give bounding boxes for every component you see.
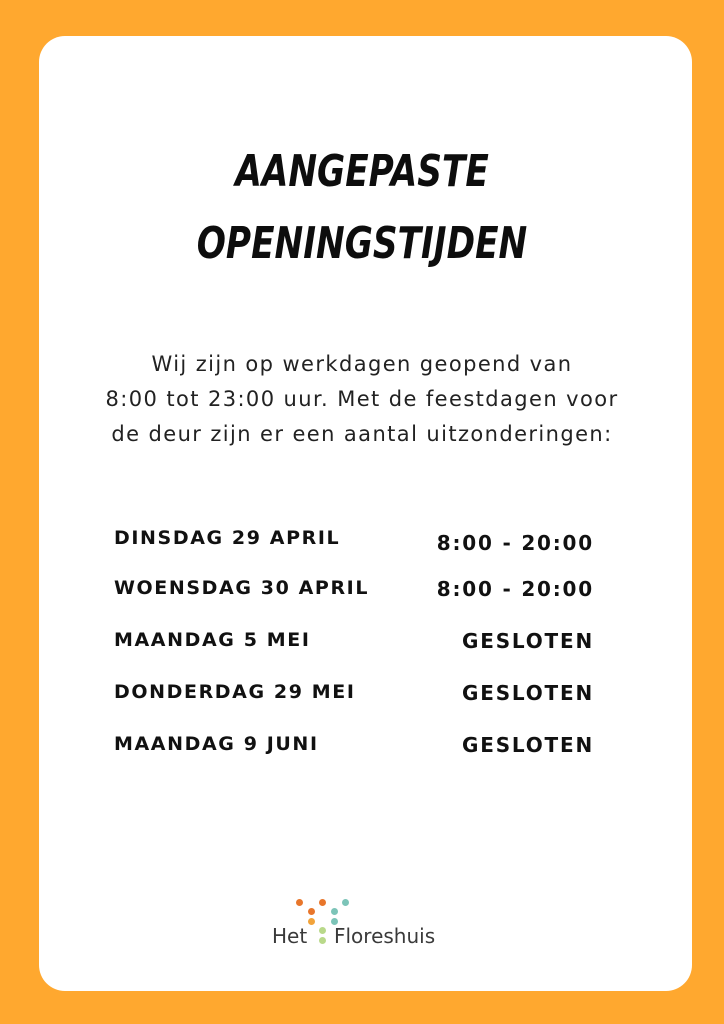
logo-word-het: Het: [272, 924, 308, 948]
title-line-1: AANGEPASTE: [235, 146, 489, 197]
floreshuis-logo: [272, 896, 462, 952]
logo-dot: [331, 908, 338, 915]
schedule-row: [114, 733, 594, 761]
schedule-row: [114, 629, 594, 657]
intro-line-1: Wij zijn op werkdagen geopend van: [151, 352, 573, 376]
logo-dot: [319, 937, 326, 944]
intro-line-3: de deur zijn er een aantal uitzonderingen:: [111, 422, 613, 446]
schedule-hours: GESLOTEN: [462, 733, 594, 757]
schedule-day: WOENSDAG 30 APRIL: [114, 577, 370, 599]
schedule-row: [114, 527, 594, 555]
logo-word-floreshuis: Floreshuis: [334, 924, 436, 948]
schedule-hours: GESLOTEN: [462, 629, 594, 653]
schedule-hours: GESLOTEN: [462, 681, 594, 705]
logo-dot: [308, 918, 315, 925]
schedule-row: [114, 577, 594, 605]
intro-line-2: 8:00 tot 23:00 uur. Met de feestdagen voor: [105, 387, 619, 411]
schedule-row: [114, 681, 594, 709]
logo-dot: [342, 899, 349, 906]
title-line-2: OPENINGSTIJDEN: [196, 218, 528, 269]
logo-dot: [296, 899, 303, 906]
schedule-day: MAANDAG 5 MEI: [114, 629, 311, 651]
schedule-day: MAANDAG 9 JUNI: [114, 733, 319, 755]
schedule-hours: 8:00 - 20:00: [436, 531, 594, 555]
logo-dot: [308, 908, 315, 915]
schedule-hours: 8:00 - 20:00: [436, 577, 594, 601]
schedule-day: DINSDAG 29 APRIL: [114, 527, 341, 549]
logo-dot: [319, 927, 326, 934]
logo-dot: [319, 899, 326, 906]
schedule-day: DONDERDAG 29 MEI: [114, 681, 356, 703]
